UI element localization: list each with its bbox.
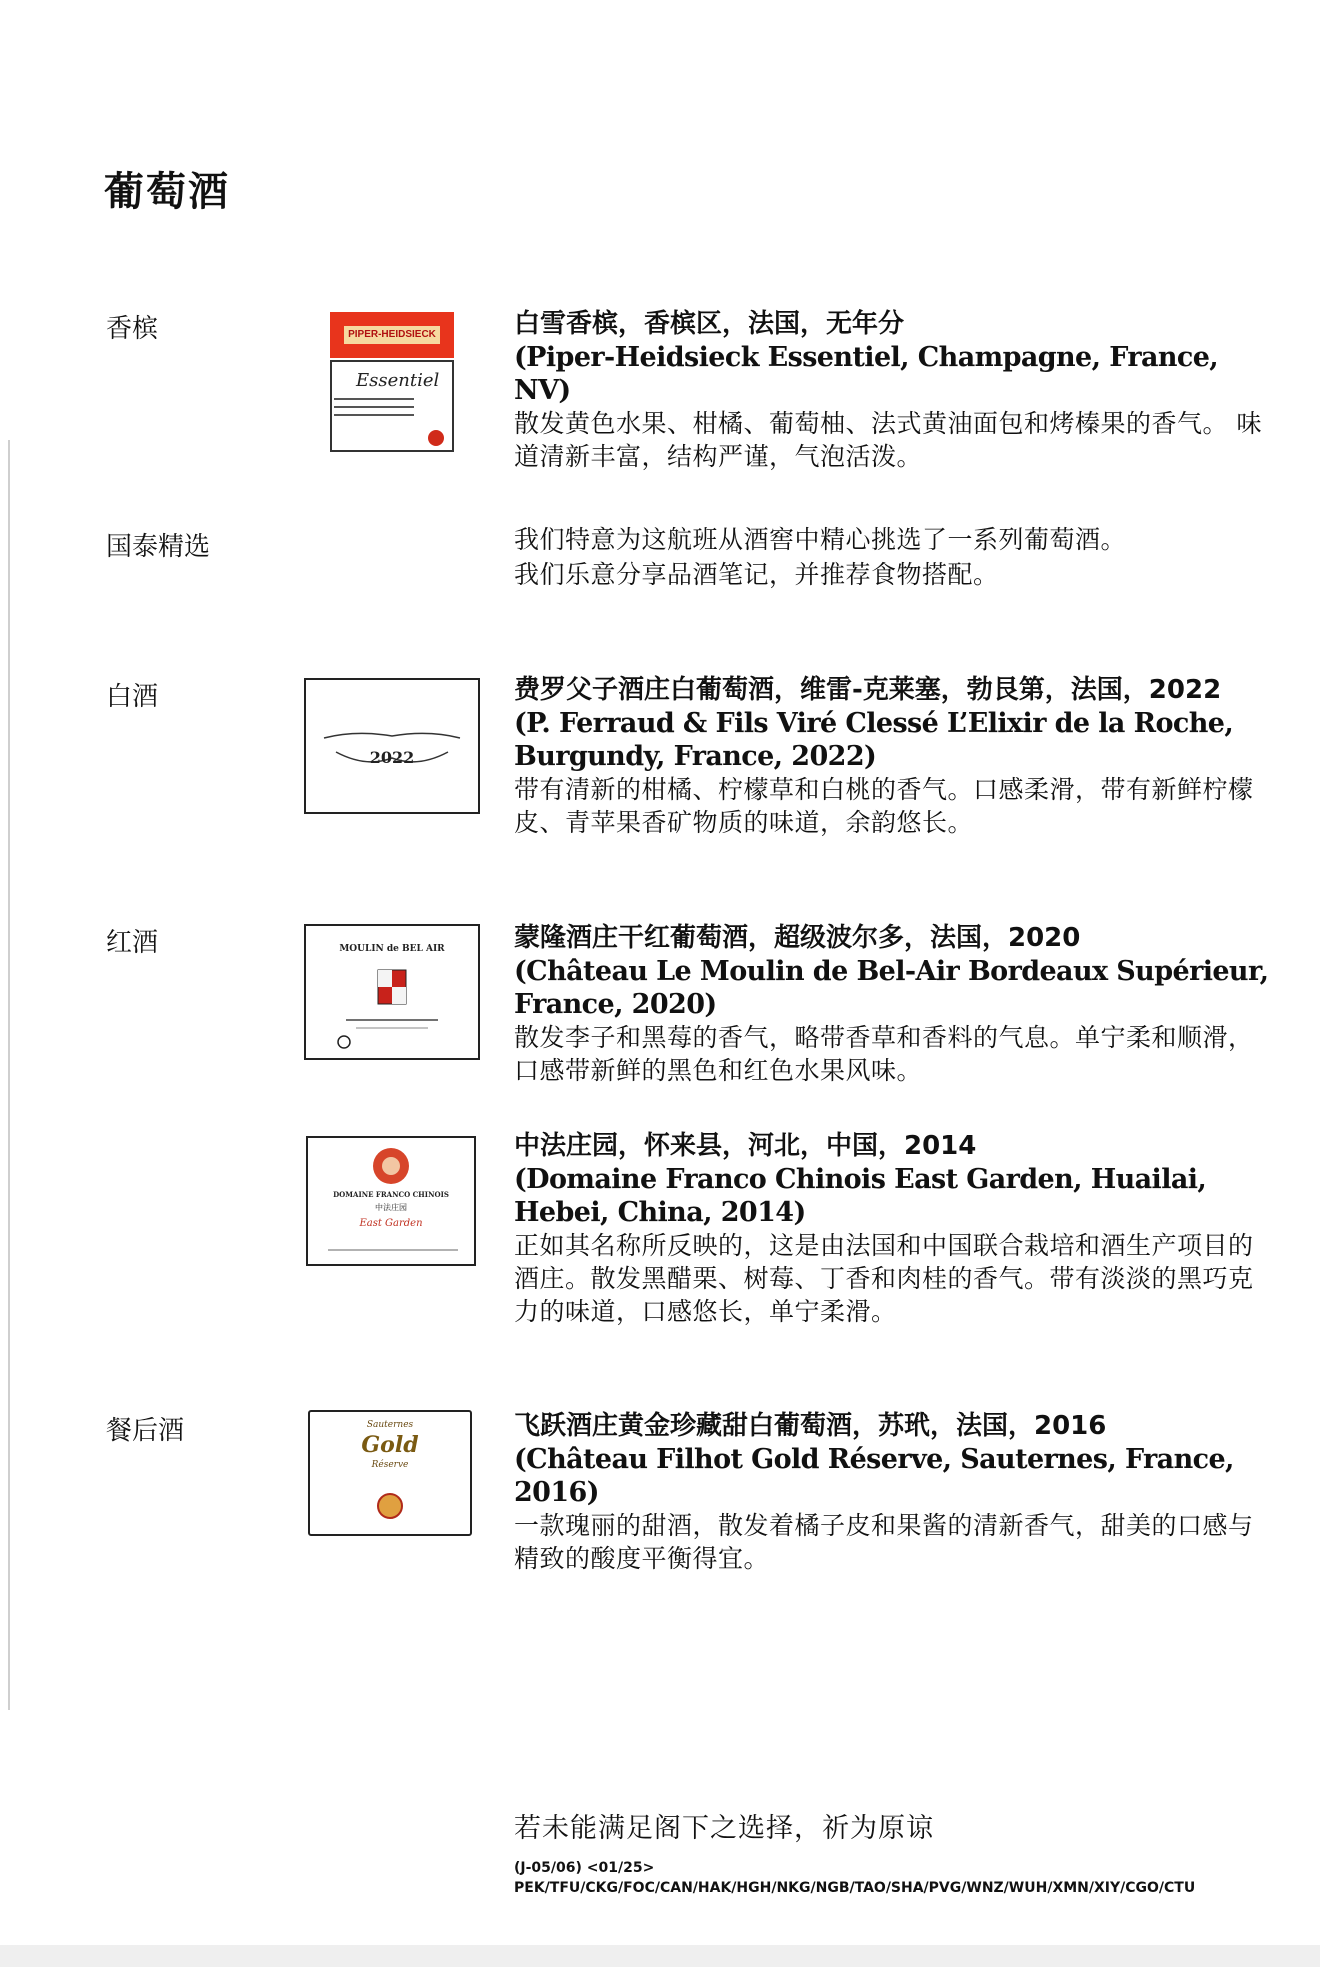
wine-description: 一款瑰丽的甜酒，散发着橘子皮和果酱的清新香气，甜美的口感与精致的酸度平衡得宜。 — [514, 1511, 1254, 1573]
franco-script-text: East Garden — [359, 1218, 423, 1229]
red-wine-label-franco-image — [306, 1136, 476, 1266]
footer-routes: PEK/TFU/CKG/FOC/CAN/HAK/HGH/NKG/NGB/TAO/SHA/PVG/WNZ/WUH/XMN/XIY/CGO/CTU — [514, 1880, 1196, 1896]
wine-description: 正如其名称所反映的，这是由法国和中国联合栽培和酒生产项目的酒庄。散发黑醋栗、树莓、丁香和肉桂的香气。带有淡淡的黑巧克力的味道，口感悠长，单宁柔滑。 — [514, 1231, 1254, 1326]
wine-name-cn: 费罗父子酒庄白葡萄酒，维雷-克莱塞，勃艮第，法国，2022 — [514, 675, 1222, 705]
filhot-top-text: Sauternes — [366, 1420, 414, 1430]
wine-name-en: (Château Filhot Gold Réserve, Sauternes, France, 2016) — [514, 1444, 1234, 1508]
intro-line-2: 我们乐意分享品酒笔记，并推荐食物搭配。 — [514, 560, 999, 589]
wine-name-en: (Domaine Franco Chinois East Garden, Huailai, Hebei, China, 2014) — [514, 1164, 1207, 1228]
wine-name-en: (Piper-Heidsieck Essentiel, Champagne, France, NV) — [514, 342, 1219, 406]
piper-text-line — [334, 406, 414, 408]
wine-description: 带有清新的柑橘、柠檬草和白桃的香气。口感柔滑，带有新鲜柠檬皮、青苹果香矿物质的味道，余韵悠长。 — [514, 775, 1254, 837]
dessert-wine-label-image — [308, 1410, 472, 1536]
white-wine-label-image — [304, 678, 480, 814]
piper-text-line — [334, 414, 414, 416]
filhot-gold-text: Gold — [361, 1432, 419, 1458]
wine-name-cn: 白雪香槟，香槟区，法国，无年分 — [514, 309, 905, 339]
wine-name-cn: 飞跃酒庄黄金珍藏甜白葡萄酒，苏玳，法国，2016 — [514, 1411, 1107, 1441]
piper-brand-text: PIPER-HEIDSIECK — [344, 326, 440, 344]
franco-rosette-icon — [308, 1138, 474, 1264]
piper-seal-icon — [428, 430, 444, 446]
wine-entry-white — [514, 674, 1274, 839]
scan-edge-line — [8, 440, 10, 1710]
category-dessert: 餐后酒 — [106, 1416, 185, 1446]
selection-intro — [514, 522, 1274, 592]
ferraud-ribbon-icon — [306, 680, 478, 812]
category-champagne: 香槟 — [106, 314, 159, 344]
wine-name-cn: 蒙隆酒庄干红葡萄酒，超级波尔多，法国，2020 — [514, 923, 1081, 953]
red-wine-label-moulin-image — [304, 924, 480, 1060]
piper-text-line — [334, 398, 414, 400]
category-selection: 国泰精选 — [106, 532, 211, 562]
wine-description: 散发李子和黑莓的香气，略带香草和香料的气息。单宁柔和顺滑，口感带新鲜的黑色和红色水果风味。 — [514, 1023, 1254, 1085]
category-red: 红酒 — [106, 928, 159, 958]
filhot-crest-icon — [310, 1412, 470, 1534]
category-white: 白酒 — [106, 682, 159, 712]
moulin-name-text: MOULIN de BEL AIR — [339, 944, 445, 954]
footer-note: 若未能满足阁下之选择，祈为原谅 — [514, 1813, 934, 1844]
wine-description: 散发黄色水果、柑橘、葡萄柚、法式黄油面包和烤榛果的香气。 味道清新丰富，结构严谨，气泡活泼。 — [514, 409, 1262, 471]
piper-red-panel — [330, 312, 454, 358]
franco-name-text: DOMAINE FRANCO CHINOIS — [333, 1190, 449, 1199]
wine-entry-dessert — [514, 1410, 1274, 1575]
intro-line-1: 我们特意为这航班从酒窖中精心挑选了一系列葡萄酒。 — [514, 525, 1127, 554]
scan-bottom-band — [0, 1945, 1320, 1967]
page-title: 葡萄酒 — [104, 169, 230, 215]
filhot-reserve-text: Réserve — [371, 1460, 409, 1470]
piper-script-text: Essentiel — [356, 370, 440, 391]
wine-entry-red-2 — [514, 1130, 1274, 1328]
franco-sub-text: 中法庄园 — [375, 1203, 407, 1212]
wine-name-cn: 中法庄园，怀来县，河北，中国，2014 — [514, 1131, 977, 1161]
wine-entry-red-1 — [514, 922, 1274, 1087]
footer-code — [514, 1858, 1195, 1898]
wine-name-en: (Château Le Moulin de Bel-Air Bordeaux Supérieur, France, 2020) — [514, 956, 1269, 1020]
wine-entry-champagne — [514, 308, 1274, 473]
ferraud-year-text: 2022 — [369, 748, 415, 767]
champagne-label-image — [328, 310, 458, 454]
footer-ref: (J-05/06) <01/25> — [514, 1860, 655, 1876]
wine-name-en: (P. Ferraud & Fils Viré Clessé L’Elixir de la Roche, Burgundy, France, 2022) — [514, 708, 1234, 772]
